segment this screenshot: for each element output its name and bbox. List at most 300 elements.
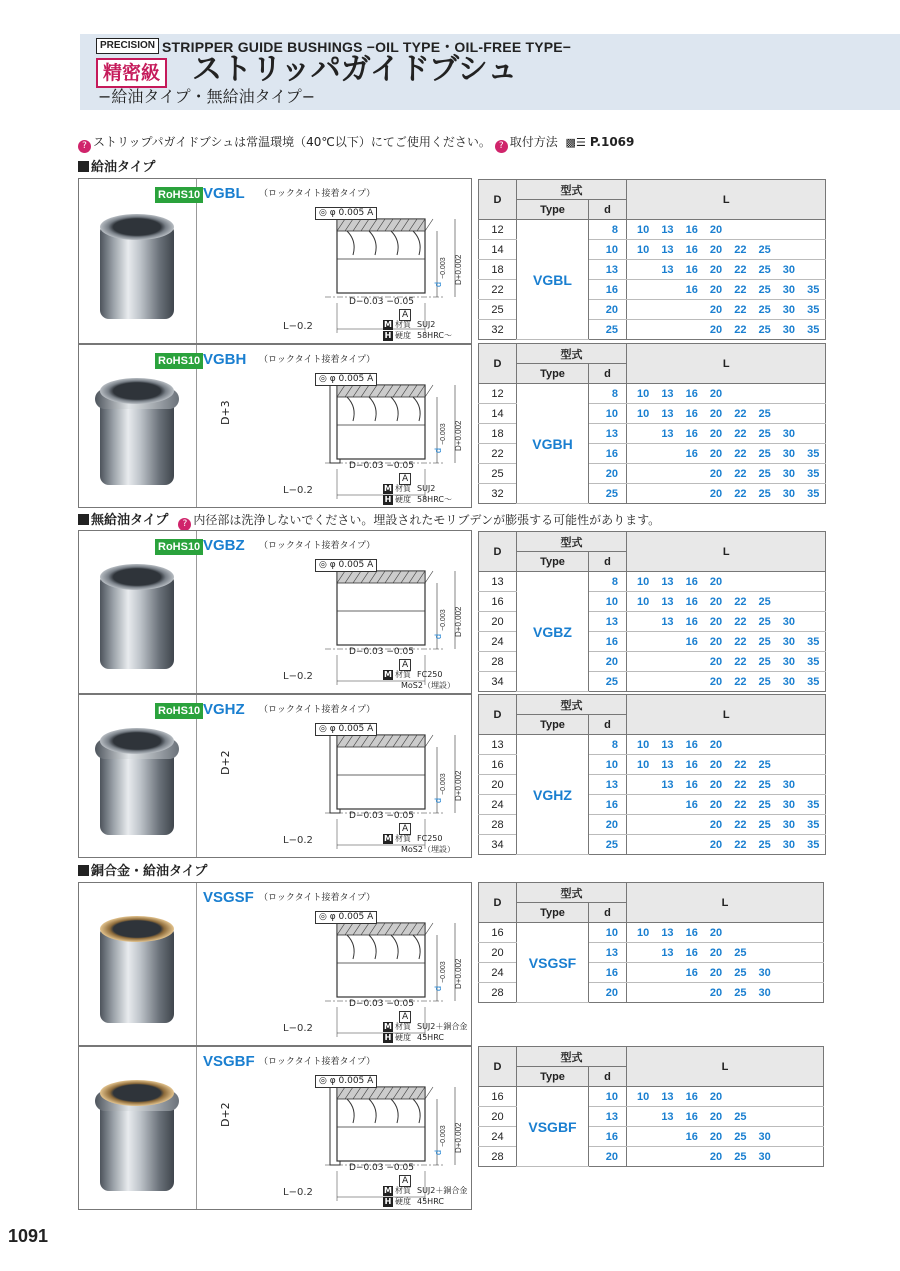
cell-d-inner: 8 <box>589 572 627 592</box>
length-value <box>728 224 752 236</box>
length-value: 35 <box>807 303 820 316</box>
length-value <box>777 1131 801 1143</box>
material-value: FC250 <box>417 670 443 679</box>
length-value: 16 <box>685 946 698 959</box>
length-value <box>752 388 776 400</box>
length-value: 16 <box>685 575 698 588</box>
length-value <box>655 799 679 811</box>
cell-d-outer: 24 <box>479 963 517 983</box>
outer-dia-tolerance: D−0.03 −0.05 <box>349 999 414 1009</box>
col-header-l: L <box>627 883 824 923</box>
length-value: 10 <box>637 575 650 588</box>
cell-lengths <box>627 220 826 240</box>
product-photo <box>79 179 201 343</box>
cell-lengths <box>627 735 826 755</box>
cell-lengths <box>627 1087 824 1107</box>
length-value: 22 <box>734 818 747 831</box>
length-value: 16 <box>685 1090 698 1103</box>
cell-d-outer: 34 <box>479 835 517 855</box>
lock-note: （ロックタイト接着タイプ） <box>259 541 376 551</box>
length-value: 16 <box>685 635 698 648</box>
length-value: 35 <box>807 818 820 831</box>
material-label: 材質 <box>395 320 411 329</box>
length-value <box>631 428 655 440</box>
length-value: 25 <box>758 243 771 256</box>
length-value: 25 <box>734 946 747 959</box>
lock-note: （ロックタイト接着タイプ） <box>259 189 376 199</box>
cell-type: VSGBF <box>517 1087 589 1167</box>
spec-table-vgbh <box>478 343 826 504</box>
svg-text:−0.003: −0.003 <box>440 961 447 983</box>
material-label: 硬度 <box>395 1033 411 1042</box>
cell-type: VGBH <box>517 384 589 504</box>
svg-text:d: d <box>433 633 443 639</box>
usage-notice <box>78 134 634 153</box>
length-value <box>680 324 704 336</box>
col-header-d-outer: D <box>479 883 517 923</box>
material-spec <box>383 844 455 855</box>
length-value: 13 <box>661 575 674 588</box>
english-title: STRIPPER GUIDE BUSHINGS −OIL TYPE・OIL-FREE TYPE− <box>162 39 572 55</box>
material-key-icon: H <box>384 495 392 504</box>
flatness-callout: ◎ φ 0.005 A <box>315 373 377 386</box>
cell-lengths <box>627 384 826 404</box>
col-header-model: 型式 <box>517 695 627 715</box>
mount-page-link[interactable]: P.1069 <box>589 135 635 149</box>
cell-d-inner: 20 <box>589 983 627 1003</box>
length-value: 13 <box>661 223 674 236</box>
datum-label: A <box>399 659 411 671</box>
length-value: 35 <box>807 447 820 460</box>
product-code: VSGSF <box>203 889 254 906</box>
length-value <box>801 244 825 256</box>
cell-d-inner: 16 <box>589 1127 627 1147</box>
material-key-icon: M <box>384 670 392 679</box>
material-label: 材質 <box>395 1022 411 1031</box>
material-spec <box>383 1185 467 1196</box>
col-header-type: Type <box>517 1067 589 1087</box>
col-header-d-inner: d <box>589 364 627 384</box>
flatness-callout: ◎ φ 0.005 A <box>315 911 377 924</box>
length-value: 20 <box>709 263 723 276</box>
cell-d-outer: 13 <box>479 572 517 592</box>
length-value: 25 <box>734 1110 747 1123</box>
cell-type: VGBZ <box>517 572 589 692</box>
length-value: 30 <box>782 263 796 276</box>
length-value: 22 <box>734 263 747 276</box>
length-value: 16 <box>685 387 698 400</box>
length-value <box>777 1151 801 1163</box>
length-value: 22 <box>734 778 747 791</box>
cell-lengths <box>627 672 826 692</box>
cell-d-inner: 16 <box>589 280 627 300</box>
length-value <box>777 759 801 771</box>
length-value: 35 <box>807 635 820 648</box>
bore-opening <box>100 214 174 240</box>
length-value: 25 <box>758 778 771 791</box>
length-value: 25 <box>734 986 747 999</box>
svg-text:D+0.002: D+0.002 <box>454 958 463 989</box>
length-value: 13 <box>661 946 674 959</box>
length-value: 16 <box>685 427 698 440</box>
length-value: 22 <box>734 655 747 668</box>
length-value: 20 <box>709 1130 723 1143</box>
length-value: 13 <box>661 595 674 608</box>
length-value <box>752 947 776 959</box>
length-value: 20 <box>709 758 723 771</box>
col-header-d-inner: d <box>589 903 627 923</box>
cell-d-inner: 16 <box>589 444 627 464</box>
length-value <box>777 244 801 256</box>
material-value: SUJ2 <box>417 320 436 329</box>
length-value: 30 <box>782 323 796 336</box>
cell-lengths <box>627 464 826 484</box>
outer-dia-tolerance: D−0.03 −0.05 <box>349 461 414 471</box>
length-value <box>777 947 801 959</box>
product-code: VGBH <box>203 351 247 368</box>
cell-type: VGHZ <box>517 735 589 855</box>
length-value: 25 <box>758 838 771 851</box>
length-value: 16 <box>685 407 698 420</box>
svg-text:−0.003: −0.003 <box>440 609 447 631</box>
material-label: 材質 <box>395 834 411 843</box>
cell-type: VGBL <box>517 220 589 340</box>
flatness-callout: ◎ φ 0.005 A <box>315 207 377 220</box>
table-row <box>479 735 826 755</box>
spec-table-vgbl <box>478 179 826 340</box>
product-photo <box>79 1047 197 1209</box>
cell-lengths <box>627 795 826 815</box>
length-dimension: L−0.2 <box>283 1187 313 1198</box>
oilfree-note: 内径部は洗浄しないでください。埋設されたモリブデンが膨張する可能性があります。 <box>193 513 661 527</box>
grade-badge: 精密級 <box>96 58 167 88</box>
material-label: 硬度 <box>395 331 411 340</box>
length-value <box>655 1131 679 1143</box>
length-value: 25 <box>758 263 771 276</box>
lock-note: （ロックタイト接着タイプ） <box>259 1057 376 1067</box>
length-value <box>777 224 801 236</box>
length-value: 20 <box>709 838 723 851</box>
cell-d-inner: 10 <box>589 404 627 424</box>
length-value <box>680 656 704 668</box>
material-key-icon: M <box>384 484 392 493</box>
svg-text:d: d <box>433 985 443 991</box>
length-value <box>777 967 801 979</box>
table-row <box>479 384 826 404</box>
length-value: 30 <box>782 798 796 811</box>
cell-d-inner: 20 <box>589 652 627 672</box>
length-value: 30 <box>758 1130 771 1143</box>
length-value <box>655 636 679 648</box>
cell-d-outer: 34 <box>479 672 517 692</box>
length-value: 10 <box>637 223 650 236</box>
length-value <box>801 596 825 608</box>
tip-icon: ? <box>178 518 191 531</box>
length-value: 35 <box>807 798 820 811</box>
length-value <box>801 224 825 236</box>
length-value: 10 <box>637 595 650 608</box>
col-header-l: L <box>627 180 826 220</box>
cell-d-outer: 16 <box>479 923 517 943</box>
length-value <box>801 388 825 400</box>
cell-lengths <box>627 983 824 1003</box>
length-value: 16 <box>685 778 698 791</box>
length-value <box>728 1091 752 1103</box>
length-value: 25 <box>758 798 771 811</box>
cell-type: VSGSF <box>517 923 589 1003</box>
spec-table-vsgbf <box>478 1046 824 1167</box>
page-number: 1091 <box>8 1226 49 1246</box>
length-value: 16 <box>685 1130 698 1143</box>
svg-text:D+0.002: D+0.002 <box>454 606 463 637</box>
length-value: 25 <box>758 487 771 500</box>
cell-d-inner: 8 <box>589 384 627 404</box>
length-value: 25 <box>734 1130 747 1143</box>
cell-lengths <box>627 943 824 963</box>
svg-text:d: d <box>433 1149 443 1155</box>
length-value: 22 <box>734 243 747 256</box>
length-value: 20 <box>709 243 723 256</box>
cell-d-outer: 28 <box>479 652 517 672</box>
cell-d-outer: 16 <box>479 755 517 775</box>
length-value: 30 <box>758 1150 771 1163</box>
length-value <box>680 819 704 831</box>
length-value: 16 <box>685 243 698 256</box>
length-value: 30 <box>782 427 796 440</box>
length-value: 13 <box>661 243 674 256</box>
lock-note: （ロックタイト接着タイプ） <box>259 893 376 903</box>
cell-lengths <box>627 1147 824 1167</box>
lock-note: （ロックタイト接着タイプ） <box>259 355 376 365</box>
length-value: 20 <box>709 447 723 460</box>
material-label: 材質 <box>395 484 411 493</box>
cell-d-outer: 28 <box>479 815 517 835</box>
length-value: 22 <box>734 487 747 500</box>
svg-text:−0.003: −0.003 <box>440 257 447 279</box>
product-photo <box>79 695 201 857</box>
material-key-icon: M <box>384 320 392 329</box>
length-dimension: L−0.2 <box>283 671 313 682</box>
product-photo <box>79 345 201 507</box>
side-dimension: D+2 <box>219 750 232 775</box>
length-value <box>631 839 655 851</box>
length-value: 22 <box>734 427 747 440</box>
bushing-image <box>100 925 174 1023</box>
product-block-vsgbf <box>78 1046 472 1210</box>
material-spec <box>383 319 435 330</box>
cell-d-outer: 18 <box>479 424 517 444</box>
length-value: 30 <box>782 838 796 851</box>
material-spec <box>383 330 452 341</box>
length-value: 20 <box>709 487 723 500</box>
tip-icon: ? <box>495 140 508 153</box>
cell-d-inner: 13 <box>589 1107 627 1127</box>
length-value <box>777 1111 801 1123</box>
material-label: 硬度 <box>395 1197 411 1206</box>
col-header-type: Type <box>517 715 589 735</box>
cell-lengths <box>627 424 826 444</box>
length-value <box>655 839 679 851</box>
cell-lengths <box>627 484 826 504</box>
length-value: 30 <box>782 447 796 460</box>
cell-lengths <box>627 320 826 340</box>
length-value <box>680 1151 704 1163</box>
cell-d-inner: 10 <box>589 240 627 260</box>
cell-d-inner: 16 <box>589 963 627 983</box>
cell-d-outer: 16 <box>479 1087 517 1107</box>
material-key-icon: H <box>384 1197 392 1206</box>
length-value <box>631 819 655 831</box>
length-value <box>777 1091 801 1103</box>
cell-lengths <box>627 572 826 592</box>
bushing-image <box>100 223 174 319</box>
outer-dia-tolerance: D−0.03 −0.05 <box>349 647 414 657</box>
length-value: 22 <box>734 838 747 851</box>
length-value: 13 <box>661 387 674 400</box>
length-value <box>631 799 655 811</box>
lock-note: （ロックタイト接着タイプ） <box>259 705 376 715</box>
length-value <box>655 468 679 480</box>
material-value: SUJ2＋銅合金 <box>417 1022 468 1031</box>
svg-text:d: d <box>433 281 443 287</box>
length-value <box>631 616 655 628</box>
length-value <box>801 616 825 628</box>
cell-lengths <box>627 963 824 983</box>
length-value: 13 <box>661 615 674 628</box>
length-value: 20 <box>709 966 723 979</box>
length-value: 20 <box>709 615 723 628</box>
length-value: 35 <box>807 675 820 688</box>
length-value: 20 <box>709 427 723 440</box>
length-value: 13 <box>661 738 674 751</box>
cell-lengths <box>627 1107 824 1127</box>
cell-lengths <box>627 652 826 672</box>
cell-d-outer: 32 <box>479 320 517 340</box>
length-value: 20 <box>709 946 723 959</box>
material-spec <box>383 833 442 844</box>
flatness-callout: ◎ φ 0.005 A <box>315 1075 377 1088</box>
length-dimension: L−0.2 <box>283 835 313 846</box>
length-value: 20 <box>709 675 723 688</box>
col-header-type: Type <box>517 552 589 572</box>
flatness-callout: ◎ φ 0.005 A <box>315 559 377 572</box>
length-value <box>752 739 776 751</box>
length-value: 20 <box>709 1090 723 1103</box>
col-header-l: L <box>627 532 826 572</box>
bore-opening <box>100 378 174 404</box>
col-header-d-inner: d <box>589 200 627 220</box>
length-value <box>655 304 679 316</box>
length-value <box>655 656 679 668</box>
length-value: 22 <box>734 758 747 771</box>
length-value: 20 <box>709 1110 723 1123</box>
cell-d-inner: 13 <box>589 943 627 963</box>
length-value: 22 <box>734 615 747 628</box>
notice-text: ストリップパガイドブシュは常温環境（40℃以下）にてご使用ください。 <box>93 135 491 149</box>
svg-text:d: d <box>433 447 443 453</box>
material-label: 材質 <box>395 1186 411 1195</box>
svg-text:−0.003: −0.003 <box>440 1125 447 1147</box>
length-value <box>801 576 825 588</box>
product-code: VGBZ <box>203 537 245 554</box>
precision-badge: PRECISION <box>96 38 159 54</box>
cell-d-inner: 13 <box>589 260 627 280</box>
length-value: 20 <box>709 655 723 668</box>
col-header-l: L <box>627 695 826 735</box>
length-value: 10 <box>637 926 650 939</box>
material-key-icon: H <box>384 1033 392 1042</box>
outer-dia-tolerance: D−0.03 −0.05 <box>349 1163 414 1173</box>
length-value <box>655 1151 679 1163</box>
material-spec <box>383 494 452 505</box>
length-value: 16 <box>685 595 698 608</box>
length-value: 20 <box>709 798 723 811</box>
length-value <box>777 408 801 420</box>
length-value: 35 <box>807 467 820 480</box>
length-dimension: L−0.2 <box>283 485 313 496</box>
datum-label: A <box>399 1175 411 1187</box>
length-value: 30 <box>758 986 771 999</box>
cell-lengths <box>627 1127 824 1147</box>
svg-text:−0.003: −0.003 <box>440 423 447 445</box>
bushing-image <box>100 573 174 669</box>
material-key-icon: M <box>384 1186 392 1195</box>
length-value <box>801 779 825 791</box>
length-value <box>631 676 655 688</box>
length-value: 25 <box>758 303 771 316</box>
length-value: 20 <box>709 575 723 588</box>
length-value <box>777 388 801 400</box>
cell-lengths <box>627 280 826 300</box>
section-copper <box>78 864 207 880</box>
cell-lengths <box>627 755 826 775</box>
length-value <box>752 1111 776 1123</box>
material-key-icon: H <box>384 331 392 340</box>
product-block-vgbh <box>78 344 472 508</box>
bushing-image <box>100 737 174 835</box>
cell-lengths <box>627 592 826 612</box>
cell-d-inner: 25 <box>589 320 627 340</box>
length-value: 30 <box>782 675 796 688</box>
cell-d-inner: 20 <box>589 815 627 835</box>
length-value: 25 <box>758 595 771 608</box>
length-value: 30 <box>758 966 771 979</box>
length-value: 13 <box>661 1090 674 1103</box>
cell-d-inner: 20 <box>589 300 627 320</box>
length-value <box>631 488 655 500</box>
section-oilfree <box>78 512 660 531</box>
length-value <box>655 284 679 296</box>
length-value <box>777 596 801 608</box>
length-value: 25 <box>734 1150 747 1163</box>
length-value <box>631 1131 655 1143</box>
col-header-d-outer: D <box>479 344 517 384</box>
length-value: 25 <box>758 407 771 420</box>
col-header-type: Type <box>517 903 589 923</box>
length-value <box>801 759 825 771</box>
length-value: 25 <box>758 427 771 440</box>
length-value: 13 <box>661 263 674 276</box>
cell-d-outer: 12 <box>479 220 517 240</box>
col-header-d-outer: D <box>479 180 517 220</box>
length-value <box>680 987 704 999</box>
length-value <box>777 576 801 588</box>
cell-lengths <box>627 612 826 632</box>
length-value: 20 <box>709 283 723 296</box>
length-value: 13 <box>661 427 674 440</box>
length-value: 20 <box>709 387 723 400</box>
length-value: 16 <box>685 926 698 939</box>
